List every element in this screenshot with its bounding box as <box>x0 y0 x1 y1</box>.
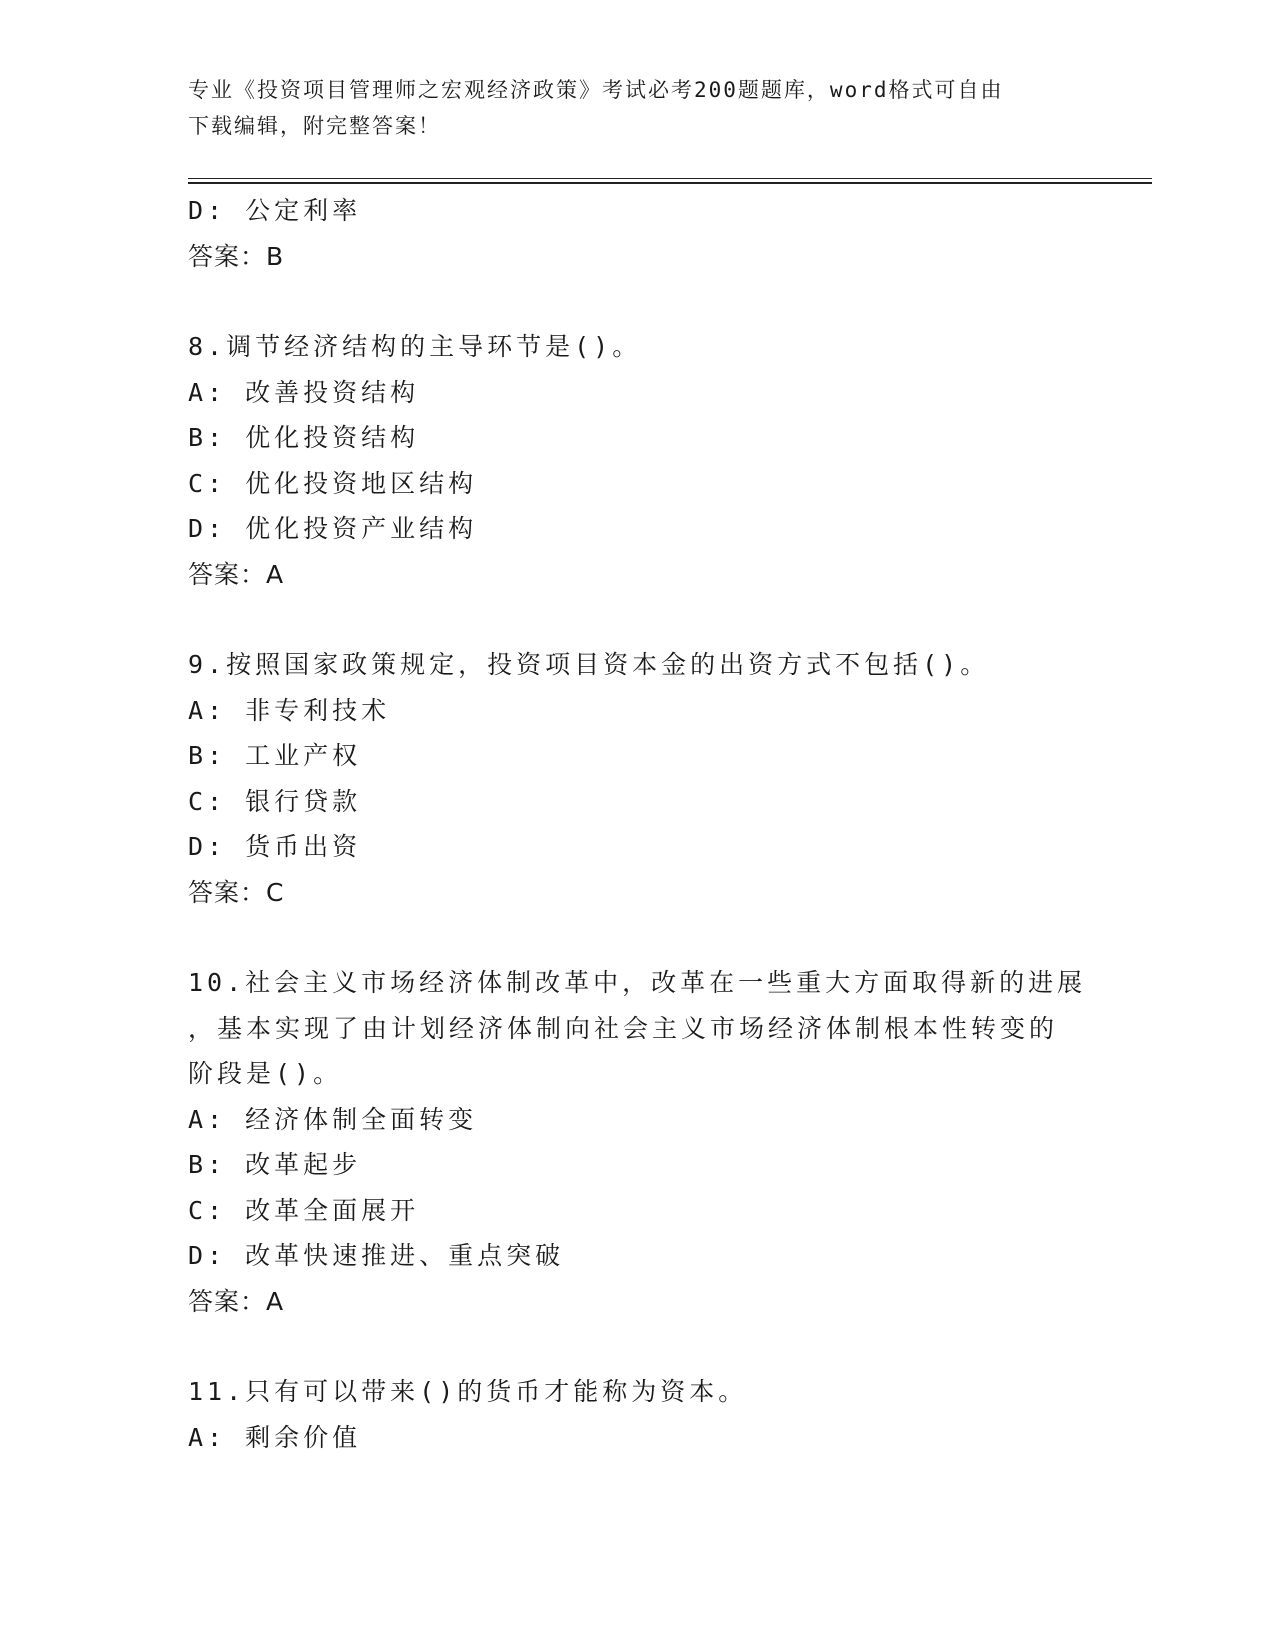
option-d: D: 改革快速推进、重点突破 <box>188 1241 565 1270</box>
previous-answer: 答案：B <box>188 241 285 271</box>
question-list <box>188 188 1088 1460</box>
question-block <box>188 642 1088 915</box>
question-block <box>188 324 1088 597</box>
option-a: A: 改善投资结构 <box>188 377 420 407</box>
option-d: D: 货币出资 <box>188 832 362 861</box>
header-line-1: 专业《投资项目管理师之宏观经济政策》考试必考200题题库，word格式可自由 <box>188 78 1004 102</box>
question-block <box>188 1369 1088 1460</box>
question-block <box>188 960 1088 1324</box>
option-a: A: 经济体制全面转变 <box>188 1104 478 1134</box>
question-stem-line-2: ，基本实现了由计划经济体制向社会主义市场经济体制根本性转变的 <box>188 1013 1059 1043</box>
header-divider-thick <box>188 182 1152 184</box>
question-stem: 9.按照国家政策规定，投资项目资本金的出资方式不包括()。 <box>188 650 990 679</box>
option-c: C: 银行贷款 <box>188 786 362 816</box>
option-a: A: 剩余价值 <box>188 1422 362 1452</box>
question-stem: 8.调节经济结构的主导环节是()。 <box>188 332 642 361</box>
previous-option-d: D: 公定利率 <box>188 196 362 225</box>
question-stem-line-1: 10.社会主义市场经济体制改革中，改革在一些重大方面取得新的进展 <box>188 968 1087 997</box>
option-b: B: 工业产权 <box>188 741 362 770</box>
question-stem-line-3: 阶段是()。 <box>188 1059 343 1088</box>
option-d: D: 优化投资产业结构 <box>188 514 478 543</box>
answer: 答案：C <box>188 877 285 907</box>
option-b: B: 优化投资结构 <box>188 423 420 452</box>
option-a: A: 非专利技术 <box>188 695 391 725</box>
option-c: C: 优化投资地区结构 <box>188 468 478 498</box>
header-divider-thin <box>188 178 1152 179</box>
answer: 答案：A <box>188 559 285 589</box>
answer: 答案：A <box>188 1286 285 1316</box>
document-header <box>188 72 1088 144</box>
option-c: C: 改革全面展开 <box>188 1195 420 1225</box>
option-b: B: 改革起步 <box>188 1150 362 1179</box>
header-line-2: 下载编辑，附完整答案！ <box>188 114 441 138</box>
question-stem: 11.只有可以带来()的货币才能称为资本。 <box>188 1377 748 1406</box>
